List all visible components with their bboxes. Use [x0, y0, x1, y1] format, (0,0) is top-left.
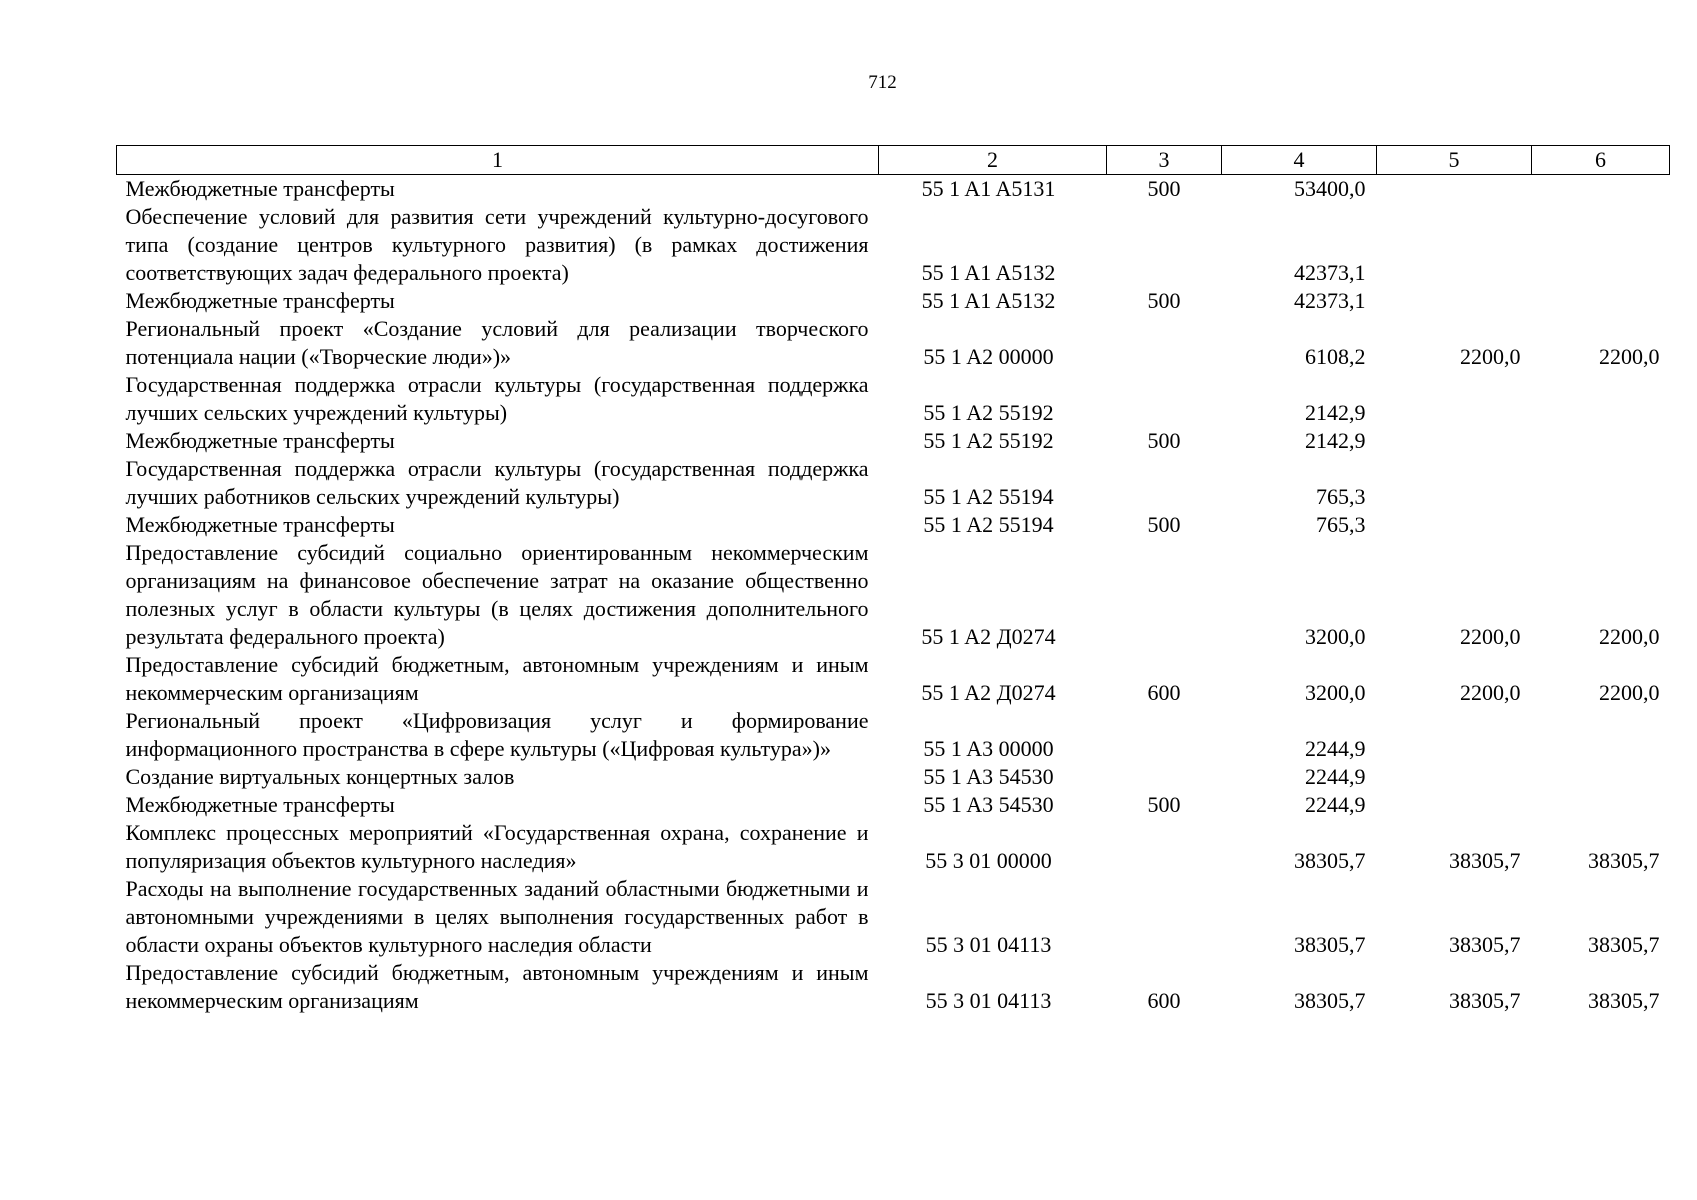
row-value-col5: 2200,0	[1460, 680, 1521, 705]
row-description: Предоставление субсидий бюджетным, автономным учреждениям и иным некоммерческим организациям	[125, 652, 869, 705]
table-row	[117, 427, 1670, 455]
budget-table-container	[116, 145, 1669, 1015]
row-value-col4: 2142,9	[1305, 428, 1366, 453]
row-value-col4: 3200,0	[1305, 680, 1366, 705]
row-code: 55 3 01 04113	[925, 988, 1052, 1013]
table-row	[117, 455, 1670, 511]
row-expense-type	[1107, 819, 1222, 875]
row-expense-type	[1107, 315, 1222, 371]
row-code: 55 1 A1 A5132	[921, 260, 1056, 285]
row-code: 55 1 A2 55194	[923, 512, 1054, 537]
row-value-col4: 3200,0	[1305, 624, 1366, 649]
row-value-col4: 42373,1	[1294, 288, 1366, 313]
row-value-col5	[1377, 175, 1532, 204]
header-row	[117, 146, 1670, 175]
row-expense-type: 500	[1147, 428, 1181, 453]
row-value-col5: 2200,0	[1460, 344, 1521, 369]
header-col-2: 2	[879, 146, 1107, 175]
row-value-col6: 2200,0	[1599, 344, 1660, 369]
row-description: Расходы на выполнение государственных заданий областными бюджетными и автономными учреждениями в целях выполнения государственных работ в области охраны объектов культурного наследия области	[125, 876, 869, 957]
row-value-col4: 2244,9	[1305, 736, 1366, 761]
row-description: Региональный проект «Создание условий для реализации творческого потенциала нации («Творческие люди»)»	[125, 316, 869, 369]
row-value-col6: 38305,7	[1588, 932, 1660, 957]
row-value-col5	[1377, 371, 1532, 427]
row-description: Государственная поддержка отрасли культуры (государственная поддержка лучших сельских учреждений культуры)	[125, 372, 869, 425]
table-row	[117, 287, 1670, 315]
row-expense-type	[1107, 455, 1222, 511]
row-value-col4: 38305,7	[1294, 848, 1366, 873]
row-expense-type	[1107, 203, 1222, 287]
row-description: Предоставление субсидий бюджетным, автономным учреждениям и иным некоммерческим организациям	[125, 960, 869, 1013]
row-value-col4: 6108,2	[1305, 344, 1366, 369]
row-code: 55 1 A2 55194	[923, 484, 1054, 509]
row-code: 55 3 01 04113	[925, 932, 1052, 957]
header-col-4: 4	[1222, 146, 1377, 175]
row-value-col6	[1532, 763, 1670, 791]
row-value-col5	[1377, 791, 1532, 819]
row-value-col5: 2200,0	[1460, 624, 1521, 649]
header-col-1: 1	[117, 146, 879, 175]
row-expense-type: 600	[1147, 988, 1181, 1013]
table-row	[117, 539, 1670, 651]
row-value-col6	[1532, 203, 1670, 287]
table-row	[117, 819, 1670, 875]
row-code: 55 1 A3 54530	[923, 792, 1054, 817]
row-value-col6	[1532, 511, 1670, 539]
row-code: 55 1 A2 Д0274	[921, 624, 1056, 649]
row-description: Межбюджетные трансферты	[125, 792, 395, 817]
table-row	[117, 791, 1670, 819]
row-value-col6: 2200,0	[1599, 624, 1660, 649]
row-code: 55 1 A3 00000	[923, 736, 1054, 761]
row-description: Межбюджетные трансферты	[125, 176, 395, 201]
row-expense-type: 500	[1147, 176, 1181, 201]
row-expense-type	[1107, 371, 1222, 427]
table-row	[117, 511, 1670, 539]
row-value-col4: 2142,9	[1305, 400, 1366, 425]
row-value-col6	[1532, 707, 1670, 763]
table-row	[117, 651, 1670, 707]
row-expense-type	[1107, 875, 1222, 959]
table-body	[117, 175, 1670, 1016]
table-row	[117, 763, 1670, 791]
table-row	[117, 959, 1670, 1015]
row-expense-type: 500	[1147, 792, 1181, 817]
table-row	[117, 707, 1670, 763]
row-expense-type	[1107, 707, 1222, 763]
row-value-col6	[1532, 371, 1670, 427]
row-value-col4: 2244,9	[1305, 764, 1366, 789]
header-col-6: 6	[1532, 146, 1670, 175]
row-value-col4: 765,3	[1316, 484, 1366, 509]
budget-table	[116, 145, 1670, 1015]
row-value-col5	[1377, 427, 1532, 455]
row-description: Региональный проект «Цифровизация услуг и формирование информационного пространства в сфере культуры («Цифровая культура»)»	[125, 708, 869, 761]
row-expense-type	[1107, 539, 1222, 651]
row-description: Межбюджетные трансферты	[125, 288, 395, 313]
row-value-col5	[1377, 455, 1532, 511]
row-value-col5	[1377, 203, 1532, 287]
row-expense-type: 500	[1147, 512, 1181, 537]
row-value-col5	[1377, 707, 1532, 763]
row-value-col5	[1377, 763, 1532, 791]
row-description: Создание виртуальных концертных залов	[125, 764, 515, 789]
row-description: Обеспечение условий для развития сети учреждений культурно-досугового типа (создание центров культурного развития) (в рамках достижения соответствующих задач федерального проекта)	[125, 204, 869, 285]
row-value-col6: 2200,0	[1599, 680, 1660, 705]
row-description: Межбюджетные трансферты	[125, 512, 395, 537]
header-col-3: 3	[1107, 146, 1222, 175]
row-value-col5: 38305,7	[1449, 848, 1521, 873]
row-value-col4: 765,3	[1316, 512, 1366, 537]
row-value-col6	[1532, 455, 1670, 511]
row-code: 55 1 A2 55192	[923, 400, 1054, 425]
row-value-col5	[1377, 287, 1532, 315]
row-value-col6	[1532, 427, 1670, 455]
row-expense-type	[1107, 763, 1222, 791]
table-row	[117, 175, 1670, 204]
table-row	[117, 315, 1670, 371]
row-value-col4: 38305,7	[1294, 988, 1366, 1013]
page-number: 712	[868, 72, 897, 93]
row-value-col6	[1532, 287, 1670, 315]
row-code: 55 1 A2 00000	[923, 344, 1054, 369]
row-value-col6	[1532, 791, 1670, 819]
row-expense-type: 500	[1147, 288, 1181, 313]
row-code: 55 1 A1 A5131	[921, 176, 1056, 201]
row-value-col4: 38305,7	[1294, 932, 1366, 957]
row-code: 55 1 A2 55192	[923, 428, 1054, 453]
row-value-col4: 2244,9	[1305, 792, 1366, 817]
row-value-col6: 38305,7	[1588, 848, 1660, 873]
row-code: 55 3 01 00000	[925, 848, 1052, 873]
row-value-col5: 38305,7	[1449, 932, 1521, 957]
row-value-col6	[1532, 175, 1670, 204]
row-value-col4: 42373,1	[1294, 260, 1366, 285]
row-value-col5	[1377, 511, 1532, 539]
row-value-col4: 53400,0	[1294, 176, 1366, 201]
row-code: 55 1 A3 54530	[923, 764, 1054, 789]
table-row	[117, 203, 1670, 287]
row-value-col5: 38305,7	[1449, 988, 1521, 1013]
table-row	[117, 875, 1670, 959]
table-row	[117, 371, 1670, 427]
row-code: 55 1 A2 Д0274	[921, 680, 1056, 705]
row-description: Государственная поддержка отрасли культуры (государственная поддержка лучших работников сельских учреждений культуры)	[125, 456, 869, 509]
row-code: 55 1 A1 A5132	[921, 288, 1056, 313]
row-description: Комплекс процессных мероприятий «Государственная охрана, сохранение и популяризация объектов культурного наследия»	[125, 820, 869, 873]
row-description: Предоставление субсидий социально ориентированным некоммерческим организациям на финансовое обеспечение затрат на оказание общественно полезных услуг в области культуры (в целях достижения дополнительного результата федерального проекта)	[125, 540, 869, 649]
row-value-col6: 38305,7	[1588, 988, 1660, 1013]
row-description: Межбюджетные трансферты	[125, 428, 395, 453]
header-col-5: 5	[1377, 146, 1532, 175]
row-expense-type: 600	[1147, 680, 1181, 705]
